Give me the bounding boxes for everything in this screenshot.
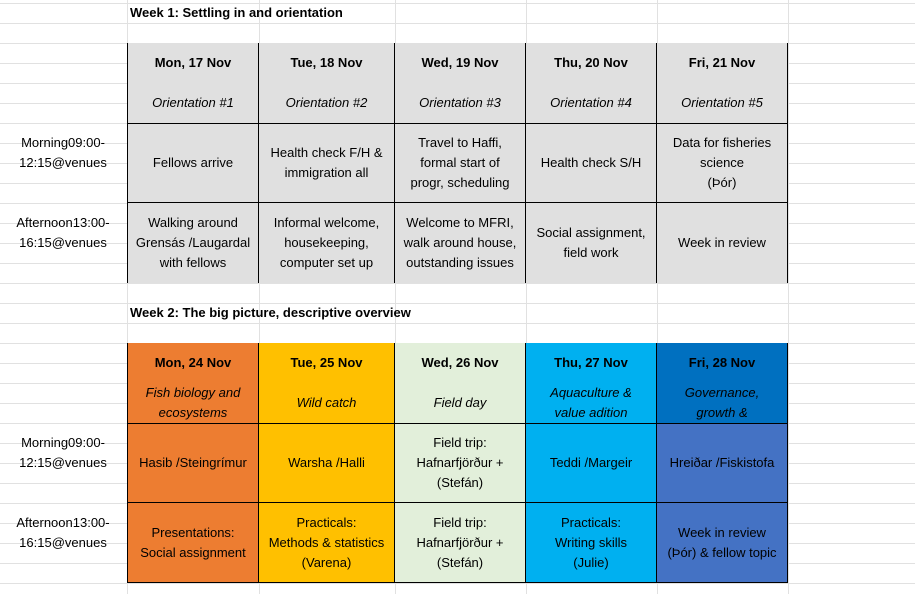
week2-day-header: Tue, 25 Nov [259, 343, 395, 383]
week1-topic: Orientation #5 [657, 83, 788, 123]
week2-afternoon-cell: Practicals: Writing skills (Julie) [526, 503, 657, 583]
week2-day-header: Wed, 26 Nov [395, 343, 526, 383]
week1-morning-cell: Travel to Haffi, formal start of progr, scheduling [395, 123, 526, 203]
week2-day-header: Mon, 24 Nov [127, 343, 259, 383]
gridline-row [0, 323, 915, 324]
week2-morning-cell: Warsha /Halli [259, 423, 395, 503]
gridline-row [0, 283, 915, 284]
week1-day-header: Wed, 19 Nov [395, 43, 526, 83]
week1-morning-cell: Fellows arrive [127, 123, 259, 203]
week2-afternoon-cell: Field trip: Hafnarfjörður + (Stefán) [395, 503, 526, 583]
week1-afternoon-cell: Informal welcome, housekeeping, computer set up [259, 203, 395, 283]
week1-day-header: Fri, 21 Nov [657, 43, 788, 83]
week2-topic: Governance, growth & [657, 383, 788, 423]
week1-topic: Orientation #2 [259, 83, 395, 123]
week2-afternoon-cell: Presentations: Social assignment [127, 503, 259, 583]
week1-day-header: Mon, 17 Nov [127, 43, 259, 83]
week2-morning-cell: Hasib /Steingrímur [127, 423, 259, 503]
week2-topic: Wild catch [259, 383, 395, 423]
week1-afternoon-cell: Social assignment, field work [526, 203, 657, 283]
week2-day-header: Fri, 28 Nov [657, 343, 788, 383]
week1-morning-cell: Health check F/H & immigration all [259, 123, 395, 203]
week1-morning-cell: Data for fisheries science (Þór) [657, 123, 788, 203]
week1-topic: Orientation #4 [526, 83, 657, 123]
week2-topic: Fish biology and ecosystems [127, 383, 259, 423]
gridline-row [0, 583, 915, 584]
week1-afternoon-label: Afternoon13:00-16:15@venues [16, 215, 110, 250]
week2-morning-cell: Teddi /Margeir [526, 423, 657, 503]
week2-afternoon-cell: Practicals: Methods & statistics (Varena) [259, 503, 395, 583]
week2-morning-cell: Hreiðar /Fiskistofa [657, 423, 788, 503]
week1-afternoon-cell: Week in review [657, 203, 788, 283]
week1-topic: Orientation #1 [127, 83, 259, 123]
week1-afternoon-cell: Walking around Grensás /Laugardal with fellows [127, 203, 259, 283]
week1-title: Week 1: Settling in and orientation [130, 5, 343, 20]
week2-morning-label: Morning09:00-12:15@venues [19, 435, 107, 470]
week2-topic: Field day [395, 383, 526, 423]
gridline-row [0, 23, 915, 24]
week2-topic: Aquaculture & value adition [526, 383, 657, 423]
week1-topic: Orientation #3 [395, 83, 526, 123]
gridline-col [788, 0, 789, 594]
week2-title: Week 2: The big picture, descriptive overview [130, 305, 411, 320]
week1-morning-label: Morning09:00-12:15@venues [19, 135, 107, 170]
week1-morning-cell: Health check S/H [526, 123, 657, 203]
week2-afternoon-cell: Week in review (Þór) & fellow topic [657, 503, 788, 583]
week2-afternoon-label: Afternoon13:00-16:15@venues [16, 515, 110, 550]
week2-day-header: Thu, 27 Nov [526, 343, 657, 383]
week1-afternoon-cell: Welcome to MFRI, walk around house, outstanding issues [395, 203, 526, 283]
week1-day-header: Tue, 18 Nov [259, 43, 395, 83]
week1-day-header: Thu, 20 Nov [526, 43, 657, 83]
week2-morning-cell: Field trip: Hafnarfjörður + (Stefán) [395, 423, 526, 503]
